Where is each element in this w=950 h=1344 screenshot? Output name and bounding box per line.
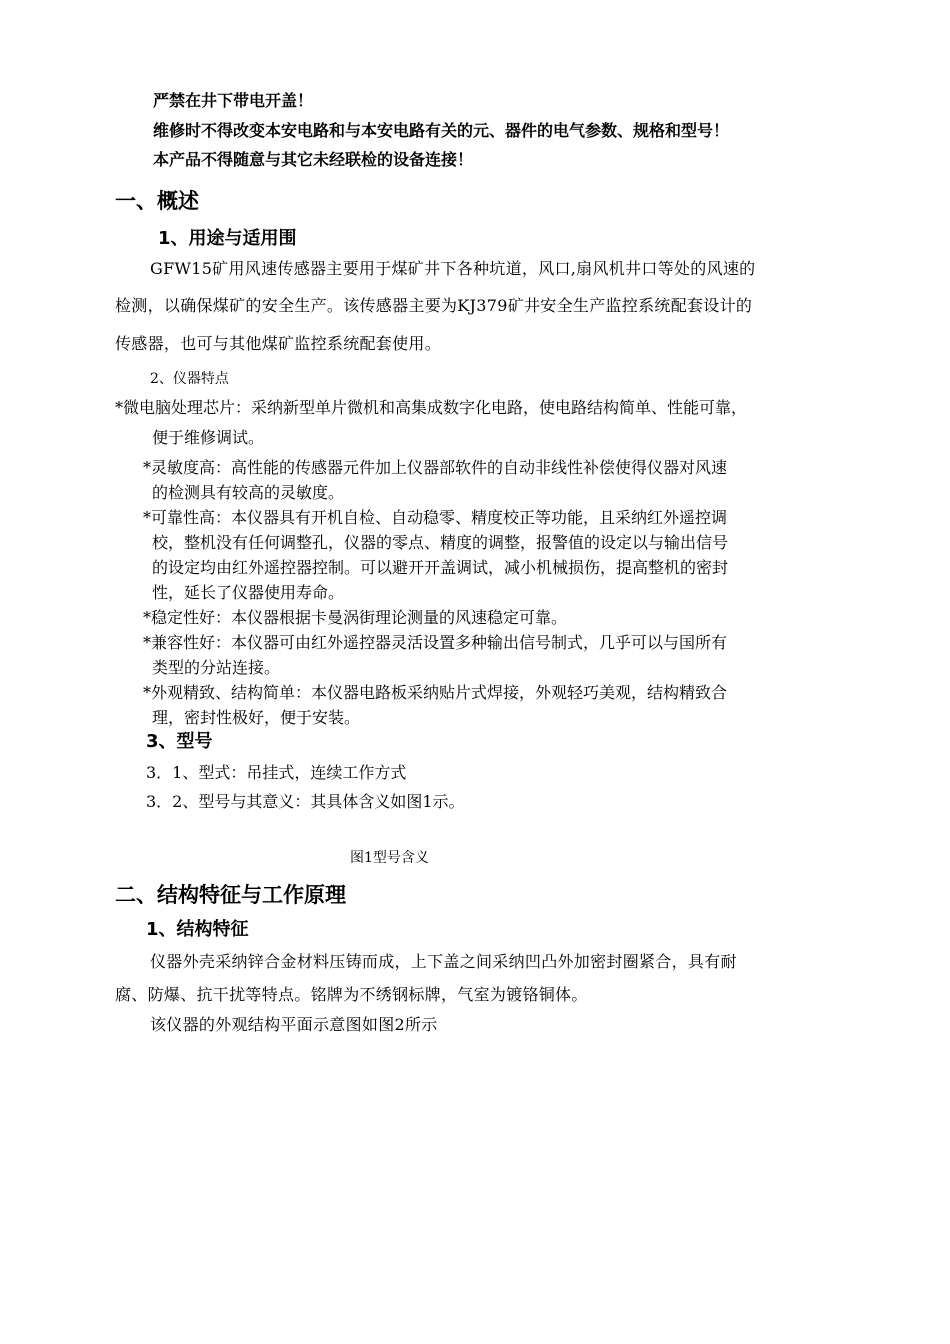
model-line: 3．1、型式：吊挂式，连续工作方式	[146, 763, 407, 782]
feature-line: *微电脑处理芯片：采纳新型单片微机和高集成数字化电路，使电路结构简单、性能可靠，	[115, 398, 748, 417]
subsection-heading: 2、仪器特点	[150, 371, 229, 387]
feature-line: 校，整机没有任何调整孔，仪器的零点、精度的调整，报警值的设定以与输出信号	[152, 533, 729, 552]
model-line: 3．2、型号与其意义：其具体含义如图1示。	[146, 792, 465, 811]
paragraph-line: 仪器外壳采纳锌合金材料压铸而成，上下盖之间采纳凹凸外加密封圈紧合，具有耐	[150, 952, 737, 971]
feature-line: *兼容性好：本仪器可由红外遥控器灵活设置多种输出信号制式，几乎可以与国所有	[143, 633, 728, 652]
feature-line: 理，密封性极好，便于安装。	[152, 708, 361, 727]
feature-line: *灵敏度高：高性能的传感器元件加上仪器部软件的自动非线性补偿使得仪器对风速	[143, 458, 728, 477]
warning-line: 维修时不得改变本安电路和与本安电路有关的元、器件的电气参数、规格和型号！	[153, 121, 730, 140]
figure-caption: 图1型号含义	[350, 850, 429, 866]
warning-line: 严禁在井下带电开盖！	[153, 91, 314, 110]
warning-line: 本产品不得随意与其它未经联检的设备连接！	[153, 150, 474, 169]
paragraph-line: GFW15矿用风速传感器主要用于煤矿井下各种坑道，风口,扇风机井口等处的风速的	[150, 259, 756, 278]
paragraph-line: 传感器，也可与其他煤矿监控系统配套使用。	[115, 334, 442, 353]
section-heading: 一、概述	[115, 189, 199, 213]
feature-line: 便于维修调试。	[152, 428, 265, 447]
feature-line: 类型的分站连接。	[152, 658, 281, 677]
feature-line: *可靠性高：本仪器具有开机自检、自动稳零、精度校正等功能，且采纳红外遥控调	[143, 508, 728, 527]
subsection-heading: 3、型号	[146, 731, 213, 752]
subsection-heading: 1、用途与适用围	[158, 228, 297, 249]
feature-line: *外观精致、结构简单：本仪器电路板采纳贴片式焊接，外观轻巧美观，结构精致合	[143, 683, 728, 702]
paragraph-line: 腐、防爆、抗干扰等特点。铭牌为不绣钢标牌，气室为镀铬铜体。	[115, 985, 588, 1004]
section-heading: 二、结构特征与工作原理	[115, 883, 346, 907]
feature-line: 的检测具有较高的灵敏度。	[152, 483, 345, 502]
paragraph-line: 检测，以确保煤矿的安全生产。该传感器主要为KJ379矿井安全生产监控系统配套设计的	[115, 296, 753, 315]
subsection-heading: 1、结构特征	[146, 919, 249, 940]
feature-line: *稳定性好：本仪器根据卡曼涡街理论测量的风速稳定可靠。	[143, 608, 568, 627]
paragraph-line: 该仪器的外观结构平面示意图如图2所示	[150, 1015, 438, 1034]
feature-line: 性，延长了仪器使用寿命。	[152, 583, 345, 602]
feature-line: 的设定均由红外遥控器控制。可以避开开盖调试，减小机械损伤，提高整机的密封	[152, 558, 729, 577]
